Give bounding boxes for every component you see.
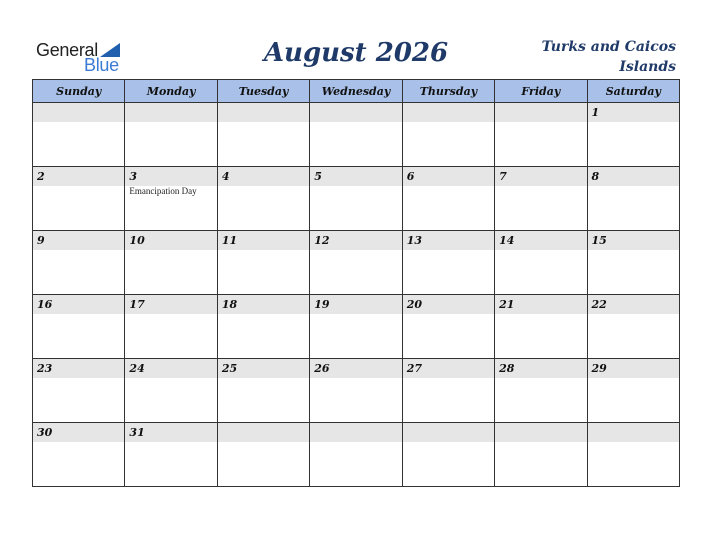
- day-number: [588, 423, 679, 442]
- country-name: Turks and Caicos Islands: [541, 39, 676, 75]
- day-number: 27: [403, 359, 494, 378]
- day-cell: [495, 103, 587, 167]
- day-cell: [402, 103, 494, 167]
- day-cell: [125, 295, 217, 359]
- day-cell: [125, 359, 217, 423]
- calendar-grid: [32, 79, 680, 487]
- weekday-wednesday: Wednesday: [310, 80, 402, 103]
- day-number: 7: [495, 167, 586, 186]
- day-number: 22: [588, 295, 679, 314]
- day-cell: [33, 359, 125, 423]
- day-cell: [217, 231, 309, 295]
- day-number: 25: [218, 359, 309, 378]
- day-cell: [402, 295, 494, 359]
- day-cell: [217, 103, 309, 167]
- day-number: 9: [33, 231, 124, 250]
- day-cell: [217, 423, 309, 487]
- day-number: [403, 423, 494, 442]
- day-cell: [310, 167, 402, 231]
- day-number: [218, 423, 309, 442]
- weekday-thursday: Thursday: [402, 80, 494, 103]
- day-cell: [33, 231, 125, 295]
- day-cell: [310, 295, 402, 359]
- brand-name-line1: General: [36, 40, 98, 60]
- day-cell: [402, 423, 494, 487]
- day-cell: [33, 423, 125, 487]
- day-number: 10: [125, 231, 216, 250]
- day-number: 8: [588, 167, 679, 186]
- day-number: 3: [125, 167, 216, 186]
- day-number: 11: [218, 231, 309, 250]
- day-number: 5: [310, 167, 401, 186]
- week-row: [33, 231, 680, 295]
- day-cell: [402, 359, 494, 423]
- brand-name-line2: Blue: [84, 55, 119, 75]
- day-number: 14: [495, 231, 586, 250]
- day-number: [218, 103, 309, 122]
- day-cell: [402, 167, 494, 231]
- day-cell: [402, 231, 494, 295]
- day-number: 4: [218, 167, 309, 186]
- day-cell: [495, 295, 587, 359]
- day-cell: [125, 231, 217, 295]
- day-cell: [587, 423, 679, 487]
- day-number: 29: [588, 359, 679, 378]
- day-number: 6: [403, 167, 494, 186]
- day-number: [495, 103, 586, 122]
- holiday-label: Emancipation Day: [129, 186, 197, 196]
- day-number: 28: [495, 359, 586, 378]
- day-cell: [125, 103, 217, 167]
- day-cell: [495, 231, 587, 295]
- calendar-title: August 2026: [263, 38, 449, 68]
- day-number: [310, 423, 401, 442]
- day-number: 21: [495, 295, 586, 314]
- day-number: 13: [403, 231, 494, 250]
- weekday-friday: Friday: [495, 80, 587, 103]
- day-cell: [587, 231, 679, 295]
- day-number: [495, 423, 586, 442]
- day-number: 2: [33, 167, 124, 186]
- day-cell: [495, 423, 587, 487]
- week-row: [33, 167, 680, 231]
- day-number: [310, 103, 401, 122]
- day-cell: [495, 359, 587, 423]
- day-cell: [217, 295, 309, 359]
- day-cell: [33, 167, 125, 231]
- day-cell: [33, 295, 125, 359]
- day-cell: [587, 167, 679, 231]
- week-row: [33, 103, 680, 167]
- weekday-header-row: [33, 80, 680, 103]
- day-number: 18: [218, 295, 309, 314]
- day-number: [125, 103, 216, 122]
- day-cell: [125, 423, 217, 487]
- day-cell: [495, 167, 587, 231]
- day-number: 19: [310, 295, 401, 314]
- day-number: 1: [588, 103, 679, 122]
- day-cell: [217, 167, 309, 231]
- day-cell: [310, 423, 402, 487]
- weekday-saturday: Saturday: [587, 80, 679, 103]
- day-number: 20: [403, 295, 494, 314]
- day-number: 23: [33, 359, 124, 378]
- day-number: 30: [33, 423, 124, 442]
- day-cell: [587, 359, 679, 423]
- week-row: [33, 295, 680, 359]
- weekday-monday: Monday: [125, 80, 217, 103]
- day-number: 16: [33, 295, 124, 314]
- day-number: 15: [588, 231, 679, 250]
- day-cell: [33, 103, 125, 167]
- day-number: 24: [125, 359, 216, 378]
- day-number: 26: [310, 359, 401, 378]
- week-row: [33, 359, 680, 423]
- day-cell: [217, 359, 309, 423]
- day-number: 12: [310, 231, 401, 250]
- day-cell: [587, 103, 679, 167]
- day-number: [33, 103, 124, 122]
- day-number: 31: [125, 423, 216, 442]
- day-cell: [587, 295, 679, 359]
- day-number: [403, 103, 494, 122]
- day-number: 17: [125, 295, 216, 314]
- week-row: [33, 423, 680, 487]
- weekday-sunday: Sunday: [33, 80, 125, 103]
- day-cell: [125, 167, 217, 231]
- day-cell: [310, 359, 402, 423]
- weekday-tuesday: Tuesday: [217, 80, 309, 103]
- day-cell: [310, 231, 402, 295]
- day-cell: [310, 103, 402, 167]
